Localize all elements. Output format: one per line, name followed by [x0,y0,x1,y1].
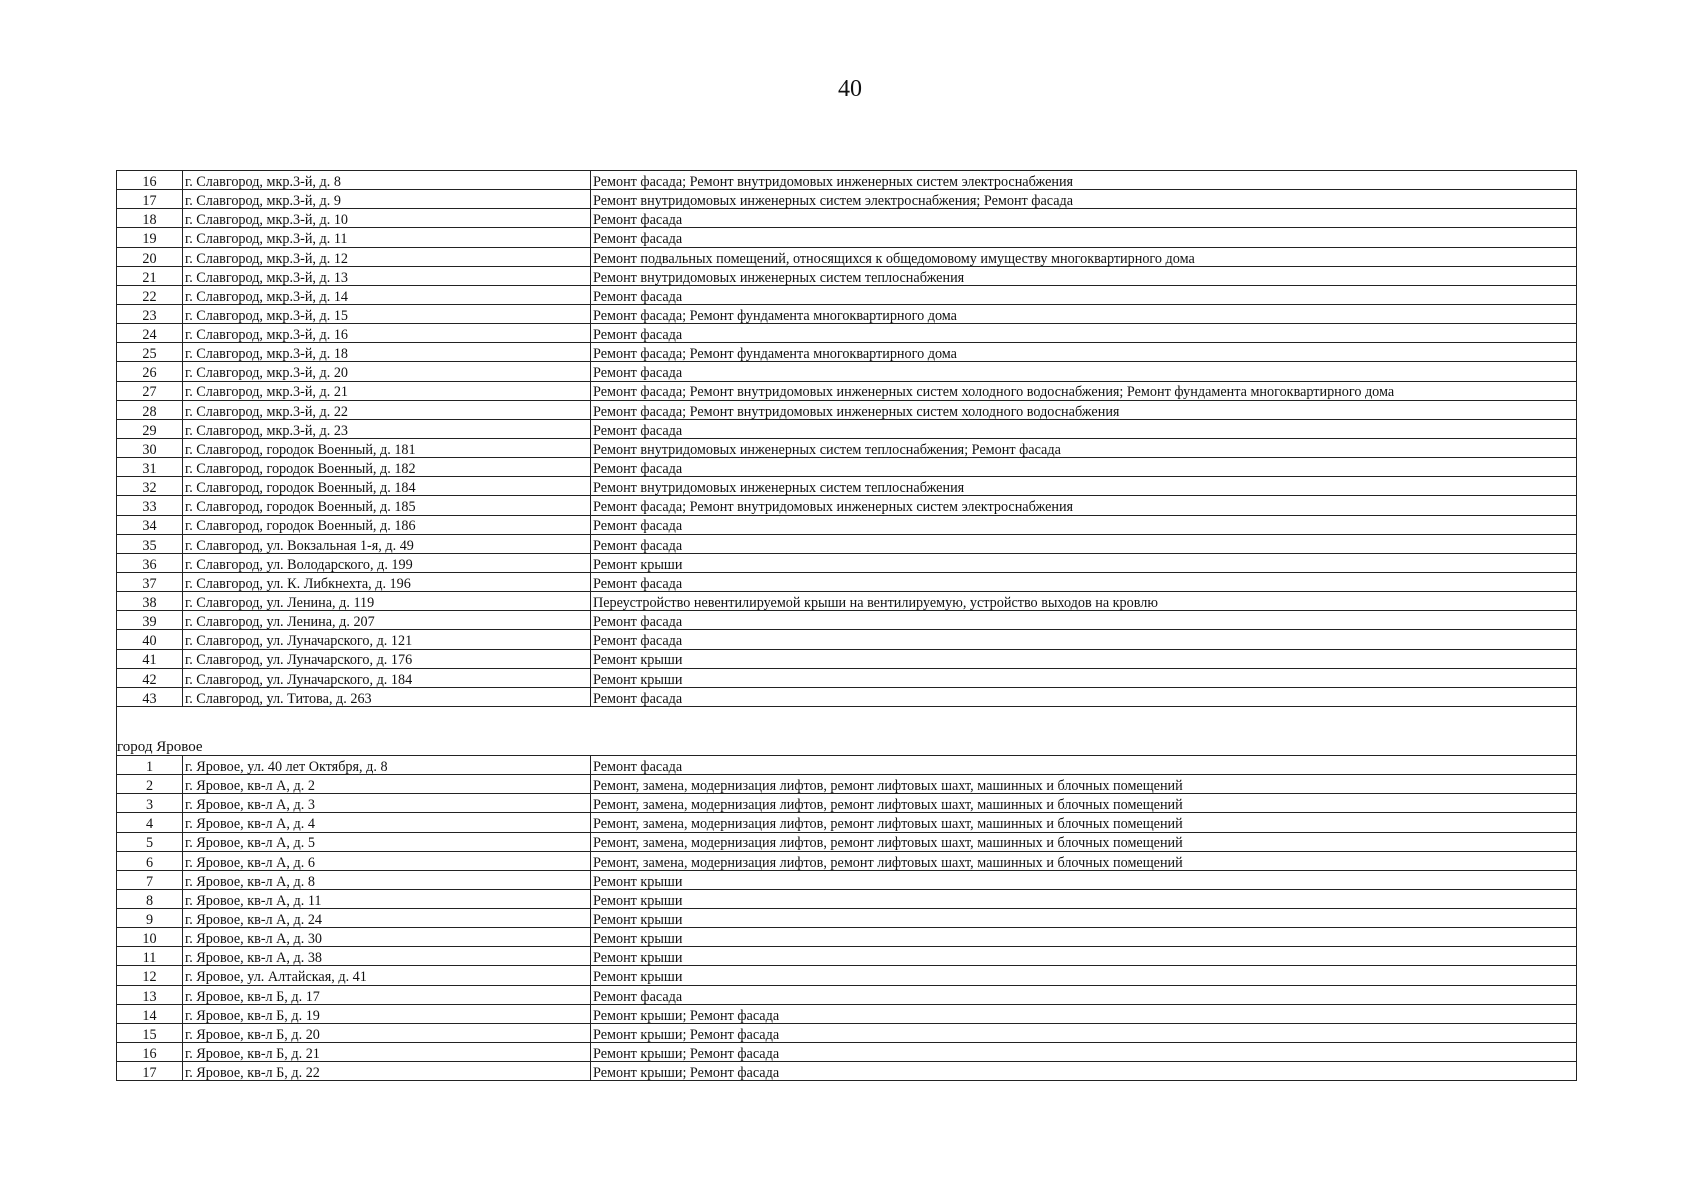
row-address: г. Славгород, ул. Луначарского, д. 121 [183,630,591,649]
row-address: г. Славгород, ул. Титова, д. 263 [183,687,591,706]
table-row [117,438,1577,457]
row-work-type: Ремонт внутридомовых инженерных систем теплоснабжения [591,266,1577,285]
row-number: 18 [117,209,183,228]
table-row [117,947,1577,966]
row-address: г. Яровое, кв-л Б, д. 20 [183,1023,591,1042]
table-row [117,171,1577,190]
table-row [117,1043,1577,1062]
row-address: г. Славгород, ул. К. Либкнехта, д. 196 [183,572,591,591]
row-work-type: Ремонт фасада [591,534,1577,553]
row-address: г. Славгород, ул. Луначарского, д. 184 [183,668,591,687]
row-address: г. Славгород, мкр.3-й, д. 8 [183,171,591,190]
row-address: г. Яровое, кв-л А, д. 24 [183,909,591,928]
row-number: 31 [117,458,183,477]
row-work-type: Ремонт фасада; Ремонт фундамента многоквартирного дома [591,343,1577,362]
table-row [117,285,1577,304]
row-number: 14 [117,1004,183,1023]
row-number: 5 [117,832,183,851]
row-work-type: Ремонт крыши [591,966,1577,985]
row-work-type: Ремонт фасада; Ремонт фундамента многоквартирного дома [591,304,1577,323]
table-row [117,794,1577,813]
row-number: 26 [117,362,183,381]
row-work-type: Ремонт внутридомовых инженерных систем электроснабжения; Ремонт фасада [591,190,1577,209]
table-row [117,985,1577,1004]
table-row [117,572,1577,591]
row-address: г. Яровое, кв-л А, д. 11 [183,889,591,908]
table-row [117,889,1577,908]
row-address: г. Славгород, мкр.3-й, д. 23 [183,419,591,438]
table-row [117,304,1577,323]
row-address: г. Славгород, ул. Ленина, д. 119 [183,592,591,611]
row-address: г. Славгород, мкр.3-й, д. 13 [183,266,591,285]
row-work-type: Ремонт фасада [591,458,1577,477]
row-number: 30 [117,438,183,457]
row-number: 39 [117,611,183,630]
table-row [117,209,1577,228]
table-row [117,343,1577,362]
row-address: г. Славгород, мкр.3-й, д. 18 [183,343,591,362]
row-address: г. Славгород, мкр.3-й, д. 10 [183,209,591,228]
row-number: 23 [117,304,183,323]
table-row [117,1062,1577,1081]
row-number: 24 [117,324,183,343]
row-address: г. Яровое, кв-л А, д. 38 [183,947,591,966]
table-row [117,553,1577,572]
table-row [117,266,1577,285]
row-number: 27 [117,381,183,400]
row-work-type: Ремонт фасада; Ремонт внутридомовых инженерных систем электроснабжения [591,171,1577,190]
table-row [117,755,1577,774]
row-number: 16 [117,171,183,190]
row-address: г. Славгород, мкр.3-й, д. 20 [183,362,591,381]
row-number: 40 [117,630,183,649]
row-number: 36 [117,553,183,572]
table-row [117,1004,1577,1023]
table-row [117,630,1577,649]
row-address: г. Славгород, ул. Вокзальная 1-я, д. 49 [183,534,591,553]
table-row [117,611,1577,630]
row-address: г. Славгород, городок Военный, д. 181 [183,438,591,457]
row-address: г. Славгород, ул. Володарского, д. 199 [183,553,591,572]
row-number: 41 [117,649,183,668]
row-work-type: Ремонт фасада [591,572,1577,591]
row-number: 9 [117,909,183,928]
row-work-type: Ремонт крыши [591,870,1577,889]
row-number: 8 [117,889,183,908]
row-work-type: Ремонт крыши [591,553,1577,572]
row-address: г. Яровое, кв-л А, д. 5 [183,832,591,851]
row-address: г. Яровое, кв-л А, д. 30 [183,928,591,947]
table-row [117,870,1577,889]
row-address: г. Славгород, городок Военный, д. 186 [183,515,591,534]
table-row [117,477,1577,496]
row-address: г. Славгород, городок Военный, д. 182 [183,458,591,477]
table-row [117,832,1577,851]
table-row [117,381,1577,400]
row-address: г. Яровое, кв-л Б, д. 21 [183,1043,591,1062]
row-address: г. Славгород, мкр.3-й, д. 22 [183,400,591,419]
row-work-type: Ремонт крыши [591,909,1577,928]
row-number: 12 [117,966,183,985]
row-number: 6 [117,851,183,870]
row-address: г. Славгород, мкр.3-й, д. 14 [183,285,591,304]
row-work-type: Ремонт крыши [591,947,1577,966]
row-work-type: Ремонт фасада [591,630,1577,649]
row-work-type: Ремонт фасада [591,362,1577,381]
row-number: 13 [117,985,183,1004]
row-work-type: Ремонт фасада; Ремонт внутридомовых инженерных систем холодного водоснабжения; Ремонт фундамента многоквартирного дома [591,381,1577,400]
row-work-type: Ремонт крыши [591,649,1577,668]
row-work-type: Ремонт фасада [591,419,1577,438]
row-number: 21 [117,266,183,285]
table-row [117,813,1577,832]
table-row [117,496,1577,515]
table-row [117,534,1577,553]
table-row [117,247,1577,266]
row-number: 42 [117,668,183,687]
table-row [117,649,1577,668]
table-row [117,228,1577,247]
row-address: г. Яровое, ул. 40 лет Октября, д. 8 [183,755,591,774]
row-number: 4 [117,813,183,832]
row-address: г. Славгород, ул. Луначарского, д. 176 [183,649,591,668]
row-work-type: Ремонт крыши; Ремонт фасада [591,1043,1577,1062]
table-row [117,190,1577,209]
row-number: 16 [117,1043,183,1062]
row-work-type: Ремонт, замена, модернизация лифтов, ремонт лифтовых шахт, машинных и блочных помещений [591,775,1577,794]
row-address: г. Славгород, городок Военный, д. 185 [183,496,591,515]
row-work-type: Ремонт фасада; Ремонт внутридомовых инженерных систем холодного водоснабжения [591,400,1577,419]
row-work-type: Ремонт внутридомовых инженерных систем теплоснабжения; Ремонт фасада [591,438,1577,457]
row-work-type: Ремонт, замена, модернизация лифтов, ремонт лифтовых шахт, машинных и блочных помещений [591,813,1577,832]
table-row [117,515,1577,534]
table-row [117,909,1577,928]
row-number: 38 [117,592,183,611]
row-address: г. Яровое, кв-л А, д. 4 [183,813,591,832]
row-number: 32 [117,477,183,496]
row-address: г. Яровое, кв-л Б, д. 19 [183,1004,591,1023]
row-work-type: Ремонт фасада [591,209,1577,228]
row-work-type: Ремонт крыши; Ремонт фасада [591,1023,1577,1042]
row-address: г. Славгород, мкр.3-й, д. 11 [183,228,591,247]
row-work-type: Ремонт крыши; Ремонт фасада [591,1004,1577,1023]
row-number: 43 [117,687,183,706]
row-number: 25 [117,343,183,362]
row-address: г. Славгород, мкр.3-й, д. 16 [183,324,591,343]
table-row [117,419,1577,438]
row-number: 35 [117,534,183,553]
table-row [117,400,1577,419]
row-work-type: Ремонт, замена, модернизация лифтов, ремонт лифтовых шахт, машинных и блочных помещений [591,851,1577,870]
section-spacer [117,706,1577,735]
row-address: г. Славгород, мкр.3-й, д. 12 [183,247,591,266]
row-number: 34 [117,515,183,534]
row-number: 19 [117,228,183,247]
row-number: 22 [117,285,183,304]
table-row [117,775,1577,794]
row-address: г. Яровое, кв-л А, д. 6 [183,851,591,870]
row-address: г. Яровое, ул. Алтайская, д. 41 [183,966,591,985]
row-address: г. Яровое, кв-л А, д. 8 [183,870,591,889]
row-address: г. Яровое, кв-л Б, д. 22 [183,1062,591,1081]
row-number: 20 [117,247,183,266]
row-work-type: Ремонт подвальных помещений, относящихся к общедомовому имуществу многоквартирного дома [591,247,1577,266]
row-number: 33 [117,496,183,515]
row-work-type: Ремонт фасада [591,687,1577,706]
row-number: 17 [117,190,183,209]
row-work-type: Ремонт фасада [591,228,1577,247]
row-work-type: Ремонт фасада [591,515,1577,534]
row-address: г. Славгород, ул. Ленина, д. 207 [183,611,591,630]
row-number: 7 [117,870,183,889]
row-number: 3 [117,794,183,813]
table-row [117,362,1577,381]
row-work-type: Ремонт фасада [591,324,1577,343]
repair-list-table [116,170,1577,1081]
section-title: город Яровое [117,735,1577,756]
row-work-type: Ремонт фасада [591,985,1577,1004]
page-number: 40 [838,76,862,102]
table-row [117,687,1577,706]
row-address: г. Славгород, мкр.3-й, д. 21 [183,381,591,400]
row-address: г. Яровое, кв-л А, д. 3 [183,794,591,813]
row-number: 1 [117,755,183,774]
row-work-type: Ремонт, замена, модернизация лифтов, ремонт лифтовых шахт, машинных и блочных помещений [591,832,1577,851]
row-work-type: Ремонт внутридомовых инженерных систем теплоснабжения [591,477,1577,496]
row-address: г. Яровое, кв-л Б, д. 17 [183,985,591,1004]
table-row [117,458,1577,477]
row-number: 37 [117,572,183,591]
row-address: г. Яровое, кв-л А, д. 2 [183,775,591,794]
table-row [117,1023,1577,1042]
row-address: г. Славгород, мкр.3-й, д. 9 [183,190,591,209]
row-number: 29 [117,419,183,438]
row-number: 2 [117,775,183,794]
row-work-type: Ремонт крыши [591,928,1577,947]
row-address: г. Славгород, мкр.3-й, д. 15 [183,304,591,323]
row-work-type: Ремонт фасада; Ремонт внутридомовых инженерных систем электроснабжения [591,496,1577,515]
row-number: 17 [117,1062,183,1081]
row-work-type: Ремонт фасада [591,755,1577,774]
row-work-type: Ремонт фасада [591,611,1577,630]
row-address: г. Славгород, городок Военный, д. 184 [183,477,591,496]
row-work-type: Переустройство невентилируемой крыши на вентилируемую, устройство выходов на кровлю [591,592,1577,611]
row-work-type: Ремонт крыши [591,889,1577,908]
row-work-type: Ремонт крыши; Ремонт фасада [591,1062,1577,1081]
table-row [117,928,1577,947]
row-work-type: Ремонт крыши [591,668,1577,687]
table-row [117,966,1577,985]
row-number: 15 [117,1023,183,1042]
table-row [117,324,1577,343]
row-work-type: Ремонт фасада [591,285,1577,304]
row-number: 11 [117,947,183,966]
row-number: 28 [117,400,183,419]
section-header-row [117,735,1577,756]
table-row [117,668,1577,687]
row-number: 10 [117,928,183,947]
row-work-type: Ремонт, замена, модернизация лифтов, ремонт лифтовых шахт, машинных и блочных помещений [591,794,1577,813]
table-row [117,851,1577,870]
table-row [117,592,1577,611]
